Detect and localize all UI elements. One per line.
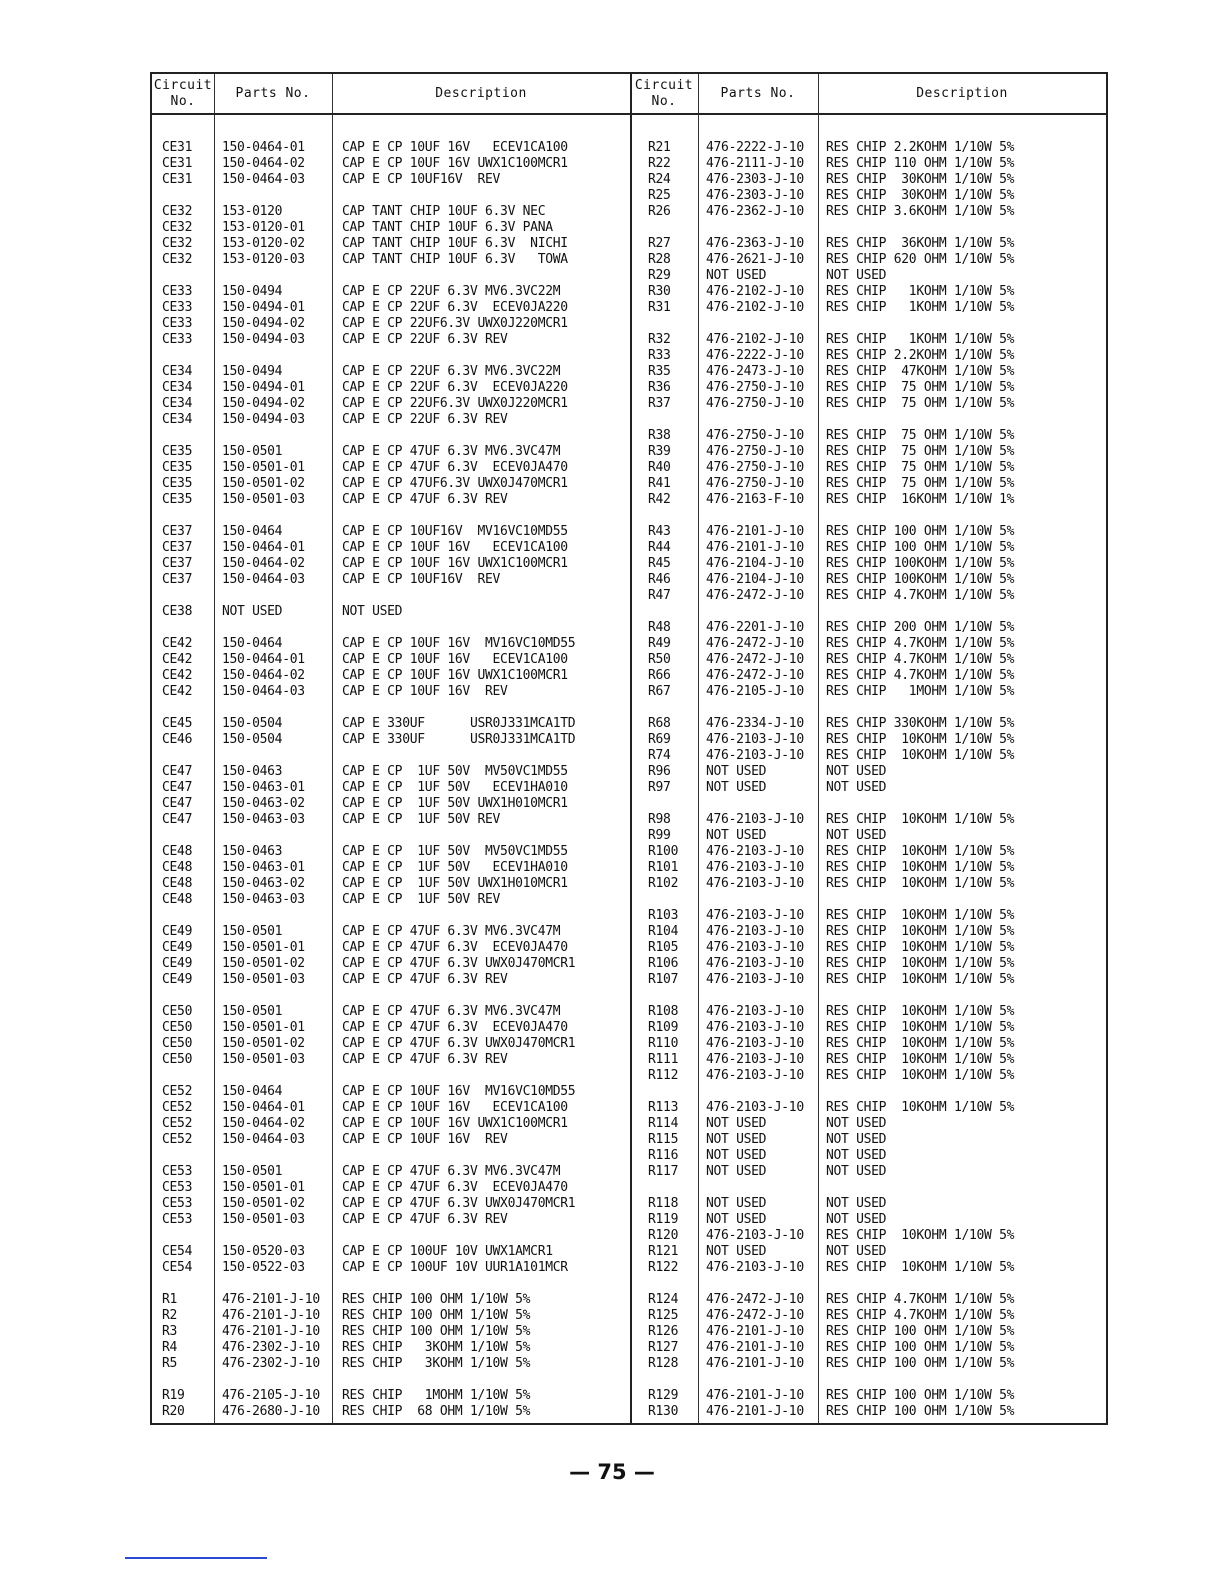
column-divider: [214, 74, 215, 1423]
header-description-right: [818, 74, 1106, 113]
column-divider: [332, 74, 333, 1423]
footer-rule: [125, 1557, 267, 1559]
header-circuit-line1: Circuit: [153, 77, 213, 93]
center-divider: [630, 74, 632, 1423]
header-rule: [152, 113, 1106, 115]
header-parts-label: Parts No.: [235, 85, 311, 101]
header-parts-left: [214, 74, 332, 113]
header-description-label: Description: [435, 85, 527, 101]
header-circuit-line1: Circuit: [634, 77, 694, 93]
header-circuit-right: [630, 74, 698, 113]
right-description-column: RES CHIP 2.2KOHM 1/10W 5% RES CHIP 110 OHM 1/10W 5% RES CHIP 30KOHM 1/10W 5% RES CHIP 30KOHM 1/10W 5% RES CHIP 3.6KOHM 1/10W 5% RES CHIP 36KOHM 1/10W 5% RES CHIP 620 OHM 1/10W 5% NOT USED RES CHIP 1KOHM 1/10W 5% RES CHIP 1KOHM 1/10W 5% RES CHIP 1KOHM 1/10W 5% RES CHIP 2.2KOHM 1/10W 5% RES CHIP 47KOHM 1/10W 5% RES CHIP 75 OHM 1/10W 5% RES CHIP 75 OHM 1/10W 5% RES CHIP 75 OHM 1/10W 5% RES CHIP 75 OHM 1/10W 5% RES CHIP 75 OHM 1/10W 5% RES CHIP 75 OHM 1/10W 5% RES CHIP 16KOHM 1/10W 1% RES CHIP 100 OHM 1/10W 5% RES CHIP 100 OHM 1/10W 5% RES CHIP 100KOHM 1/10W 5% RES CHIP 100KOHM 1/10W 5% RES CHIP 4.7KOHM 1/10W 5% RES CHIP 200 OHM 1/10W 5% RES CHIP 4.7KOHM 1/10W 5% RES CHIP 4.7KOHM 1/10W 5% RES CHIP 4.7KOHM 1/10W 5% RES CHIP 1MOHM 1/10W 5% RES CHIP 330KOHM 1/10W 5% RES CHIP 10KOHM 1/10W 5% RES CHIP 10KOHM 1/10W 5% NOT USED NOT USED RES CHIP 10KOHM 1/10W 5% NOT USED RES CHIP 10KOHM 1/10W 5% RES CHIP 10KOHM 1/10W 5% RES CHIP 10KOHM 1/10W 5% RES CHIP 10KOHM 1/10W 5% RES CHIP 10KOHM 1/10W 5% RES CHIP 10KOHM 1/10W 5% RES CHIP 10KOHM 1/10W 5% RES CHIP 10KOHM 1/10W 5% RES CHIP 10KOHM 1/10W 5% RES CHIP 10KOHM 1/10W 5% RES CHIP 10KOHM 1/10W 5% RES CHIP 10KOHM 1/10W 5% RES CHIP 10KOHM 1/10W 5% RES CHIP 10KOHM 1/10W 5% NOT USED NOT USED NOT USED NOT USED NOT USED NOT USED RES CHIP 10KOHM 1/10W 5% NOT USED RES CHIP 10KOHM 1/10W 5% RES CHIP 4.7KOHM 1/10W 5% RES CHIP 4.7KOHM 1/10W 5% RES CHIP 100 OHM 1/10W 5% RES CHIP 100 OHM 1/10W 5% RES CHIP 100 OHM 1/10W 5% RES CHIP 100 OHM 1/10W 5% RES CHIP 100 OHM 1/10W 5%: [826, 140, 1015, 1419]
header-description-left: [332, 74, 630, 113]
header-parts-label: Parts No.: [720, 85, 796, 101]
left-description-column: CAP E CP 10UF 16V ECEV1CA100 CAP E CP 10UF 16V UWX1C100MCR1 CAP E CP 10UF16V REV CAP TANT CHIP 10UF 6.3V NEC CAP TANT CHIP 10UF 6.3V PANA CAP TANT CHIP 10UF 6.3V NICHI CAP TANT CHIP 10UF 6.3V TOWA CAP E CP 22UF 6.3V MV6.3VC22M CAP E CP 22UF 6.3V ECEV0JA220 CAP E CP 22UF6.3V UWX0J220MCR1 CAP E CP 22UF 6.3V REV CAP E CP 22UF 6.3V MV6.3VC22M CAP E CP 22UF 6.3V ECEV0JA220 CAP E CP 22UF6.3V UWX0J220MCR1 CAP E CP 22UF 6.3V REV CAP E CP 47UF 6.3V MV6.3VC47M CAP E CP 47UF 6.3V ECEV0JA470 CAP E CP 47UF6.3V UWX0J470MCR1 CAP E CP 47UF 6.3V REV CAP E CP 10UF16V MV16VC10MD55 CAP E CP 10UF 16V ECEV1CA100 CAP E CP 10UF 16V UWX1C100MCR1 CAP E CP 10UF16V REV NOT USED CAP E CP 10UF 16V MV16VC10MD55 CAP E CP 10UF 16V ECEV1CA100 CAP E CP 10UF 16V UWX1C100MCR1 CAP E CP 10UF 16V REV CAP E 330UF USR0J331MCA1TD CAP E 330UF USR0J331MCA1TD CAP E CP 1UF 50V MV50VC1MD55 CAP E CP 1UF 50V ECEV1HA010 CAP E CP 1UF 50V UWX1H010MCR1 CAP E CP 1UF 50V REV CAP E CP 1UF 50V MV50VC1MD55 CAP E CP 1UF 50V ECEV1HA010 CAP E CP 1UF 50V UWX1H010MCR1 CAP E CP 1UF 50V REV CAP E CP 47UF 6.3V MV6.3VC47M CAP E CP 47UF 6.3V ECEV0JA470 CAP E CP 47UF 6.3V UWX0J470MCR1 CAP E CP 47UF 6.3V REV CAP E CP 47UF 6.3V MV6.3VC47M CAP E CP 47UF 6.3V ECEV0JA470 CAP E CP 47UF 6.3V UWX0J470MCR1 CAP E CP 47UF 6.3V REV CAP E CP 10UF 16V MV16VC10MD55 CAP E CP 10UF 16V ECEV1CA100 CAP E CP 10UF 16V UWX1C100MCR1 CAP E CP 10UF 16V REV CAP E CP 47UF 6.3V MV6.3VC47M CAP E CP 47UF 6.3V ECEV0JA470 CAP E CP 47UF 6.3V UWX0J470MCR1 CAP E CP 47UF 6.3V REV CAP E CP 100UF 10V UWX1AMCR1 CAP E CP 100UF 10V UUR1A101MCR RES CHIP 100 OHM 1/10W 5% RES CHIP 100 OHM 1/10W 5% RES CHIP 100 OHM 1/10W 5% RES CHIP 3KOHM 1/10W 5% RES CHIP 3KOHM 1/10W 5% RES CHIP 1MOHM 1/10W 5% RES CHIP 68 OHM 1/10W 5%: [342, 140, 576, 1419]
header-circuit-line2: No.: [170, 93, 196, 109]
page-number: — 75 —: [569, 1460, 655, 1484]
header-parts-right: [698, 74, 818, 113]
header-circuit-left: [152, 74, 214, 113]
left-parts-column: 150-0464-01 150-0464-02 150-0464-03 153-0120 153-0120-01 153-0120-02 153-0120-03 150-0494 150-0494-01 150-0494-02 150-0494-03 150-0494 150-0494-01 150-0494-02 150-0494-03 150-0501 150-0501-01 150-0501-02 150-0501-03 150-0464 150-0464-01 150-0464-02 150-0464-03 NOT USED 150-0464 150-0464-01 150-0464-02 150-0464-03 150-0504 150-0504 150-0463 150-0463-01 150-0463-02 150-0463-03 150-0463 150-0463-01 150-0463-02 150-0463-03 150-0501 150-0501-01 150-0501-02 150-0501-03 150-0501 150-0501-01 150-0501-02 150-0501-03 150-0464 150-0464-01 150-0464-02 150-0464-03 150-0501 150-0501-01 150-0501-02 150-0501-03 150-0520-03 150-0522-03 476-2101-J-10 476-2101-J-10 476-2101-J-10 476-2302-J-10 476-2302-J-10 476-2105-J-10 476-2680-J-10: [222, 140, 320, 1419]
header-circuit-line2: No.: [651, 93, 677, 109]
header-description-label: Description: [916, 85, 1008, 101]
right-parts-column: 476-2222-J-10 476-2111-J-10 476-2303-J-10 476-2303-J-10 476-2362-J-10 476-2363-J-10 476-2621-J-10 NOT USED 476-2102-J-10 476-2102-J-10 476-2102-J-10 476-2222-J-10 476-2473-J-10 476-2750-J-10 476-2750-J-10 476-2750-J-10 476-2750-J-10 476-2750-J-10 476-2750-J-10 476-2163-F-10 476-2101-J-10 476-2101-J-10 476-2104-J-10 476-2104-J-10 476-2472-J-10 476-2201-J-10 476-2472-J-10 476-2472-J-10 476-2472-J-10 476-2105-J-10 476-2334-J-10 476-2103-J-10 476-2103-J-10 NOT USED NOT USED 476-2103-J-10 NOT USED 476-2103-J-10 476-2103-J-10 476-2103-J-10 476-2103-J-10 476-2103-J-10 476-2103-J-10 476-2103-J-10 476-2103-J-10 476-2103-J-10 476-2103-J-10 476-2103-J-10 476-2103-J-10 476-2103-J-10 476-2103-J-10 NOT USED NOT USED NOT USED NOT USED NOT USED NOT USED 476-2103-J-10 NOT USED 476-2103-J-10 476-2472-J-10 476-2472-J-10 476-2101-J-10 476-2101-J-10 476-2101-J-10 476-2101-J-10 476-2101-J-10: [706, 140, 804, 1419]
column-divider: [818, 74, 819, 1423]
parts-table: [150, 72, 1108, 1425]
column-divider: [698, 74, 699, 1423]
left-circuit-column: CE31 CE31 CE31 CE32 CE32 CE32 CE32 CE33 CE33 CE33 CE33 CE34 CE34 CE34 CE34 CE35 CE35 CE35 CE35 CE37 CE37 CE37 CE37 CE38 CE42 CE42 CE42 CE42 CE45 CE46 CE47 CE47 CE47 CE47 CE48 CE48 CE48 CE48 CE49 CE49 CE49 CE49 CE50 CE50 CE50 CE50 CE52 CE52 CE52 CE52 CE53 CE53 CE53 CE53 CE54 CE54 R1 R2 R3 R4 R5 R19 R20: [162, 140, 193, 1419]
right-circuit-column: R21 R22 R24 R25 R26 R27 R28 R29 R30 R31 R32 R33 R35 R36 R37 R38 R39 R40 R41 R42 R43 R44 R45 R46 R47 R48 R49 R50 R66 R67 R68 R69 R74 R96 R97 R98 R99 R100 R101 R102 R103 R104 R105 R106 R107 R108 R109 R110 R111 R112 R113 R114 R115 R116 R117 R118 R119 R120 R121 R122 R124 R125 R126 R127 R128 R129 R130: [648, 140, 679, 1419]
